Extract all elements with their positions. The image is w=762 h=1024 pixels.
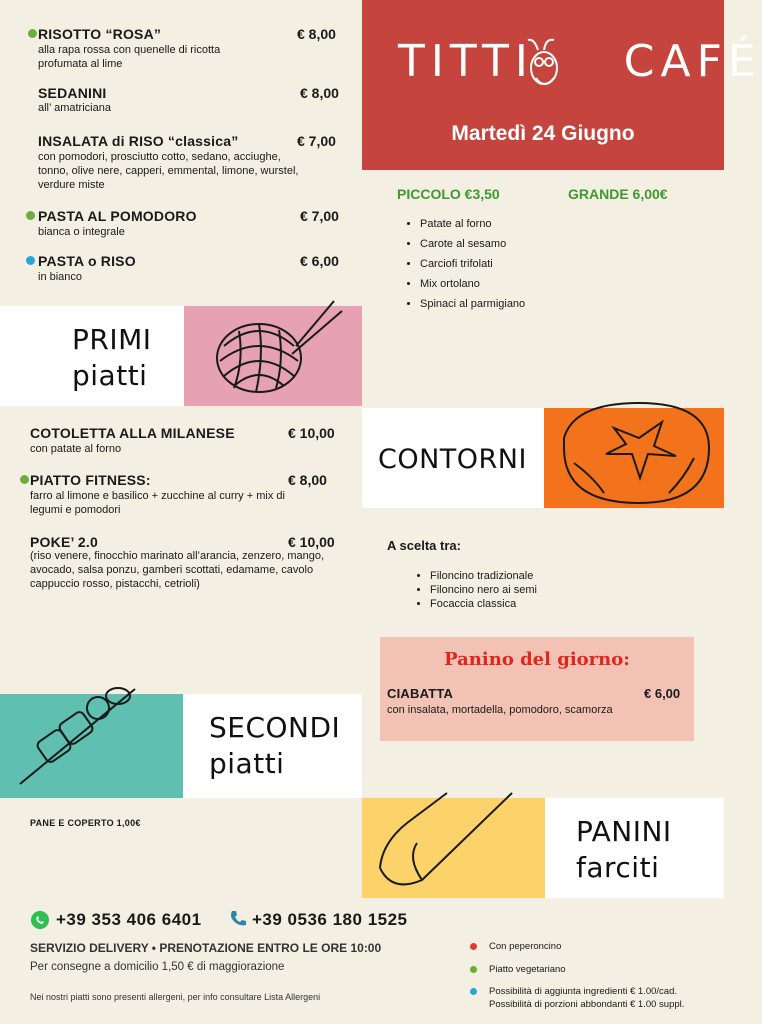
vegetarian-dot-icon	[470, 966, 477, 973]
vegetarian-dot-icon	[20, 475, 29, 484]
dish-name: RISOTTO “ROSA”	[38, 26, 162, 42]
section-title	[72, 322, 152, 394]
panini-title-block	[545, 798, 724, 898]
list-item: • Patate al forno	[420, 218, 700, 230]
special-description: con insalata, mortadella, pomodoro, scamorza	[387, 704, 613, 716]
special-title: Panino del giorno:	[444, 649, 630, 670]
contorni-title-block	[362, 408, 544, 508]
section-title-line: SECONDI	[209, 711, 341, 744]
size-large: GRANDE 6,00€	[568, 186, 668, 202]
list-item: • Focaccia classica	[430, 598, 690, 610]
primi-title-block	[0, 306, 184, 406]
legend-pepper: Con peperoncino	[489, 941, 562, 952]
dish-price: € 7,00	[300, 208, 339, 224]
dish-name: POKE’ 2.0	[30, 534, 98, 550]
list-item: • Filoncino tradizionale	[430, 570, 690, 582]
footer	[0, 898, 724, 1024]
dish-price: € 7,00	[297, 133, 336, 149]
dish-name: SEDANINI	[38, 85, 107, 101]
contorni-illustration	[544, 408, 724, 508]
list-item: • Mix ortolano	[420, 278, 700, 290]
primi-illustration	[184, 306, 362, 406]
info-dot-icon	[26, 256, 35, 265]
vegetarian-dot-icon	[28, 29, 37, 38]
delivery-info: SERVIZIO DELIVERY • PRENOTAZIONE ENTRO LE ORE 10:00	[30, 941, 382, 955]
size-small: PICCOLO €3,50	[397, 186, 500, 202]
section-title-line: piatti	[72, 359, 148, 392]
dish-price: € 10,00	[288, 425, 335, 441]
dish-price: € 8,00	[288, 472, 327, 488]
section-title: CONTORNI	[378, 444, 527, 475]
contorni-sizes	[362, 186, 724, 206]
legend-vegetarian: Piatto vegetariano	[489, 964, 566, 975]
section-title	[576, 814, 672, 886]
dish-price: € 6,00	[300, 253, 339, 269]
section-title-line: farciti	[576, 851, 660, 884]
dish-description: alla rapa rossa con quenelle di ricotta profumata al lime	[38, 44, 221, 70]
panino-del-giorno-box	[380, 637, 694, 741]
dish-description: bianca o integrale	[38, 226, 125, 238]
dish-price: € 8,00	[297, 26, 336, 42]
dish-name: PASTA o RISO	[38, 253, 136, 269]
dish-name: PASTA AL POMODORO	[38, 208, 197, 224]
info-dot-icon	[470, 988, 477, 995]
delivery-note: Per consegne a domicilio 1,50 € di maggiorazione	[30, 961, 285, 973]
dish-price: € 8,00	[300, 85, 339, 101]
list-item: • Carciofi trifolati	[420, 258, 700, 270]
spaghetti-fork-icon	[184, 306, 362, 406]
panini-illustration	[362, 798, 545, 898]
dish-name: INSALATA di RISO “classica”	[38, 133, 239, 149]
dish-description: con pomodori, prosciutto cotto, sedano, acciughe, tonno, olive nere, capperi, emmental, limone, wurstel, verdure miste	[38, 151, 299, 191]
brand-logo	[398, 30, 762, 100]
dish-description: farro al limone e basilico + zucchine al curry + mix di legumi e pomodori	[30, 490, 285, 516]
whatsapp-icon	[30, 910, 50, 930]
pane-coperto: PANE E COPERTO 1,00€	[30, 818, 141, 828]
dish-description: con patate al forno	[30, 443, 122, 455]
panini-choice-title: A scelta tra:	[387, 538, 461, 553]
phone-link[interactable]: +39 0536 180 1525	[252, 910, 408, 929]
list-item: • Filoncino nero ai semi	[430, 584, 690, 596]
dish-description: all’ amatriciana	[38, 102, 111, 114]
phone-icon	[228, 909, 248, 929]
allergen-note: Nei nostri piatti sono presenti allergeni, per info consultare Lista Allergeni	[30, 992, 321, 1002]
secondi-illustration	[0, 694, 183, 798]
vegetarian-dot-icon	[26, 211, 35, 220]
dish-description: in bianco	[38, 271, 83, 283]
section-title-line: PANINI	[576, 815, 672, 848]
section-title-line: piatti	[209, 747, 285, 780]
bread-icon	[362, 798, 545, 898]
list-item: • Spinaci al parmigiano	[420, 298, 700, 310]
contorni-list	[402, 218, 700, 310]
menu-date: Martedì 24 Giugno	[451, 122, 635, 145]
panini-choice-list	[412, 570, 690, 610]
primi-list	[0, 0, 362, 305]
section-title-line: PRIMI	[72, 323, 152, 356]
dish-price: € 10,00	[288, 534, 335, 550]
tomato-icon	[544, 408, 724, 508]
skewer-icon	[0, 694, 183, 798]
legend-extra-2: Possibilità di porzioni abbondanti € 1.00 suppl.	[489, 999, 685, 1010]
dish-name: PIATTO FITNESS:	[30, 472, 151, 488]
legend-extra-1: Possibilità di aggiunta ingredienti € 1.00/cad.	[489, 986, 678, 997]
header-panel	[362, 0, 762, 170]
brand-name: TITTI CAFÉ	[398, 36, 762, 87]
secondi-list	[0, 408, 362, 694]
section-title	[209, 710, 340, 782]
pepper-dot-icon	[470, 943, 477, 950]
dish-name: COTOLETTA ALLA MILANESE	[30, 425, 235, 441]
special-price: € 6,00	[644, 686, 681, 701]
dish-description: (riso venere, finocchio marinato all’arancia, zenzero, mango, avocado, salsa ponzu, gamberi scottati, edamame, cavolo cappuccio rosso, pistacchi, cetrioli)	[30, 550, 325, 590]
secondi-title-block	[183, 694, 362, 798]
list-item: • Carote al sesamo	[420, 238, 700, 250]
whatsapp-phone-link[interactable]: +39 353 406 6401	[56, 910, 202, 929]
special-name: CIABATTA	[387, 686, 454, 701]
